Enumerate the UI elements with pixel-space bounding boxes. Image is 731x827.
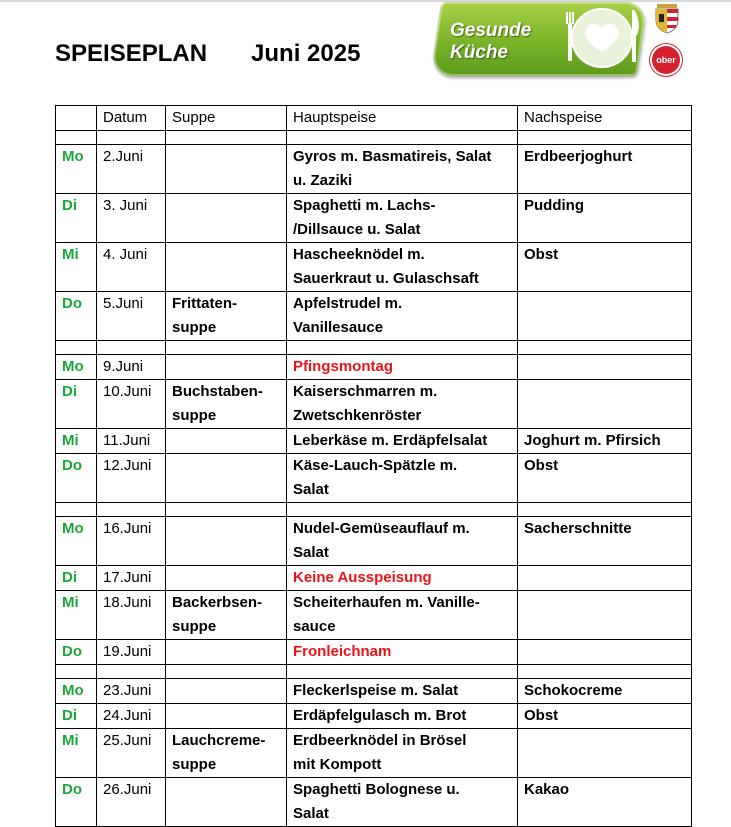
dessert-cell: Joghurt m. Pfirsich <box>518 429 692 454</box>
header-date: Datum <box>97 106 166 131</box>
date-cell: 11.Juni <box>97 429 166 454</box>
table-row <box>56 778 692 827</box>
title-text: SPEISEPLAN <box>55 40 208 67</box>
spacer-cell <box>518 665 692 679</box>
table-row <box>56 679 692 704</box>
meal-plan-body <box>56 131 692 827</box>
date-cell: 24.Juni <box>97 704 166 729</box>
main-dish-cell <box>287 454 518 503</box>
main-dish-cell <box>287 679 518 704</box>
weekday-cell: Mi <box>56 591 97 640</box>
weekday-cell: Do <box>56 454 97 503</box>
spacer-cell <box>56 131 97 145</box>
spacer-cell <box>56 665 97 679</box>
main-dish-line: Scheiterhaufen m. Vanille- <box>293 594 480 611</box>
table-header-row <box>56 106 692 131</box>
main-dish-cell <box>287 243 518 292</box>
table-row <box>56 566 692 591</box>
weekday-cell: Mo <box>56 145 97 194</box>
soup-line: Backerbsen- <box>172 594 263 611</box>
spacer-cell <box>287 503 518 517</box>
main-dish-line: Vanillesauce <box>293 319 384 336</box>
main-dish-line: Fleckerlspeise m. Salat <box>293 682 459 699</box>
main-dish-line: Salat <box>293 481 329 498</box>
spacer-row <box>56 131 692 145</box>
weekday-cell: Di <box>56 194 97 243</box>
weekday-cell: Mi <box>56 729 97 778</box>
logo-line-2: Küche <box>450 42 509 63</box>
spacer-cell <box>166 131 287 145</box>
date-cell: 12.Juni <box>97 454 166 503</box>
weekday-cell: Mi <box>56 429 97 454</box>
main-dish-cell <box>287 145 518 194</box>
meal-plan-table <box>55 105 692 827</box>
spacer-cell <box>518 131 692 145</box>
date-cell: 3. Juni <box>97 194 166 243</box>
weekday-cell: Do <box>56 292 97 341</box>
soup-cell <box>166 778 287 827</box>
table-row <box>56 704 692 729</box>
dessert-cell: Obst <box>518 243 692 292</box>
soup-line: Lauchcreme- <box>172 732 266 749</box>
main-dish-line: /Dillsauce u. Salat <box>293 221 421 238</box>
header-main: Hauptspeise <box>287 106 518 131</box>
main-dish-line: Apfelstrudel m. <box>293 295 403 312</box>
spacer-cell <box>56 341 97 355</box>
title-month: Juni 2025 <box>251 40 361 67</box>
header-dessert: Nachspeise <box>518 106 692 131</box>
main-dish-cell <box>287 778 518 827</box>
spacer-row <box>56 341 692 355</box>
weekday-cell: Mo <box>56 679 97 704</box>
holiday-cell <box>287 640 518 665</box>
main-dish-line: Nudel-Gemüseauflauf m. <box>293 520 470 537</box>
main-dish-line: Erdäpfelgulasch m. Brot <box>293 707 467 724</box>
table-row <box>56 640 692 665</box>
table-row <box>56 194 692 243</box>
ober-badge-logo <box>650 44 682 76</box>
main-dish-cell <box>287 194 518 243</box>
dessert-cell <box>518 591 692 640</box>
weekday-cell: Do <box>56 778 97 827</box>
spacer-cell <box>56 503 97 517</box>
ober-badge-text: ober <box>656 55 676 65</box>
main-dish-line: Sauerkraut u. Gulaschsaft <box>293 270 479 287</box>
table-row <box>56 591 692 640</box>
spacer-cell <box>166 503 287 517</box>
weekday-cell: Do <box>56 640 97 665</box>
weekday-cell: Di <box>56 380 97 429</box>
soup-cell <box>166 429 287 454</box>
soup-cell <box>166 729 287 778</box>
dessert-cell: Obst <box>518 454 692 503</box>
dessert-cell: Kakao <box>518 778 692 827</box>
spacer-cell <box>97 131 166 145</box>
soup-cell <box>166 640 287 665</box>
main-dish-line: Kaiserschmarren m. <box>293 383 438 400</box>
soup-cell <box>166 380 287 429</box>
spacer-cell <box>97 341 166 355</box>
soup-cell <box>166 194 287 243</box>
table-row <box>56 729 692 778</box>
dessert-cell <box>518 729 692 778</box>
soup-cell <box>166 243 287 292</box>
main-dish-cell <box>287 704 518 729</box>
weekday-cell: Mo <box>56 517 97 566</box>
table-row <box>56 292 692 341</box>
dessert-cell <box>518 292 692 341</box>
soup-cell <box>166 591 287 640</box>
main-dish-line: mit Kompott <box>293 756 382 773</box>
table-row <box>56 429 692 454</box>
dessert-cell: Obst <box>518 704 692 729</box>
main-dish-cell <box>287 591 518 640</box>
table-row <box>56 355 692 380</box>
soup-line: Buchstaben- <box>172 383 263 400</box>
soup-cell <box>166 292 287 341</box>
main-dish-line: sauce <box>293 618 336 635</box>
date-cell: 5.Juni <box>97 292 166 341</box>
soup-cell <box>166 679 287 704</box>
main-dish-line: Salat <box>293 544 329 561</box>
main-dish-line: Gyros m. Basmatireis, Salat <box>293 148 492 165</box>
spacer-cell <box>166 341 287 355</box>
main-dish-line: Pfingsmontag <box>293 358 393 375</box>
page-title <box>55 40 360 68</box>
main-dish-line: Fronleichnam <box>293 643 392 660</box>
dessert-cell <box>518 566 692 591</box>
main-dish-line: Hascheeknödel m. <box>293 246 425 263</box>
table-row <box>56 243 692 292</box>
spacer-cell <box>97 503 166 517</box>
spacer-row <box>56 665 692 679</box>
main-dish-cell <box>287 729 518 778</box>
main-dish-line: Spaghetti m. Lachs- <box>293 197 436 214</box>
spacer-cell <box>518 341 692 355</box>
soup-line: suppe <box>172 319 217 336</box>
table-row <box>56 517 692 566</box>
holiday-cell <box>287 355 518 380</box>
dessert-cell <box>518 640 692 665</box>
soup-cell <box>166 145 287 194</box>
soup-cell <box>166 355 287 380</box>
weekday-cell: Di <box>56 704 97 729</box>
fork-heart-knife-icon <box>556 2 642 74</box>
date-cell: 4. Juni <box>97 243 166 292</box>
date-cell: 18.Juni <box>97 591 166 640</box>
soup-line: Frittaten- <box>172 295 237 312</box>
table-row <box>56 380 692 429</box>
main-dish-line: u. Zaziki <box>293 172 353 189</box>
date-cell: 25.Juni <box>97 729 166 778</box>
date-cell: 17.Juni <box>97 566 166 591</box>
soup-line: suppe <box>172 756 217 773</box>
weekday-cell: Di <box>56 566 97 591</box>
spacer-row <box>56 503 692 517</box>
date-cell: 2.Juni <box>97 145 166 194</box>
dessert-cell: Erdbeerjoghurt <box>518 145 692 194</box>
table-row <box>56 454 692 503</box>
header-soup: Suppe <box>166 106 287 131</box>
date-cell: 10.Juni <box>97 380 166 429</box>
date-cell: 26.Juni <box>97 778 166 827</box>
main-dish-line: Leberkäse m. Erdäpfelsalat <box>293 432 488 449</box>
main-dish-line: Käse-Lauch-Spätzle m. <box>293 457 458 474</box>
soup-cell <box>166 704 287 729</box>
dessert-cell <box>518 380 692 429</box>
weekday-cell: Mi <box>56 243 97 292</box>
main-dish-line: Spaghetti Bolognese u. <box>293 781 460 798</box>
header-day <box>56 106 97 131</box>
date-cell: 19.Juni <box>97 640 166 665</box>
date-cell: 16.Juni <box>97 517 166 566</box>
date-cell: 23.Juni <box>97 679 166 704</box>
weekday-cell: Mo <box>56 355 97 380</box>
date-cell: 9.Juni <box>97 355 166 380</box>
soup-cell <box>166 454 287 503</box>
main-dish-line: Keine Ausspeisung <box>293 569 432 586</box>
main-dish-cell <box>287 292 518 341</box>
main-dish-cell <box>287 429 518 454</box>
spacer-cell <box>287 341 518 355</box>
spacer-cell <box>166 665 287 679</box>
spacer-cell <box>287 131 518 145</box>
main-dish-line: Salat <box>293 805 329 822</box>
soup-line: suppe <box>172 618 217 635</box>
main-dish-line: Zwetschkenröster <box>293 407 422 424</box>
dessert-cell: Pudding <box>518 194 692 243</box>
soup-line: suppe <box>172 407 217 424</box>
main-dish-cell <box>287 380 518 429</box>
main-dish-line: Erdbeerknödel in Brösel <box>293 732 467 749</box>
main-dish-cell <box>287 517 518 566</box>
spacer-cell <box>287 665 518 679</box>
spacer-cell <box>97 665 166 679</box>
soup-cell <box>166 566 287 591</box>
dessert-cell <box>518 355 692 380</box>
soup-cell <box>166 517 287 566</box>
coat-of-arms-icon <box>653 2 681 34</box>
dessert-cell: Sacherschnitte <box>518 517 692 566</box>
dessert-cell: Schokocreme <box>518 679 692 704</box>
spacer-cell <box>518 503 692 517</box>
holiday-cell <box>287 566 518 591</box>
logo-text <box>450 20 531 64</box>
logo-line-1: Gesunde <box>450 20 532 41</box>
table-row <box>56 145 692 194</box>
